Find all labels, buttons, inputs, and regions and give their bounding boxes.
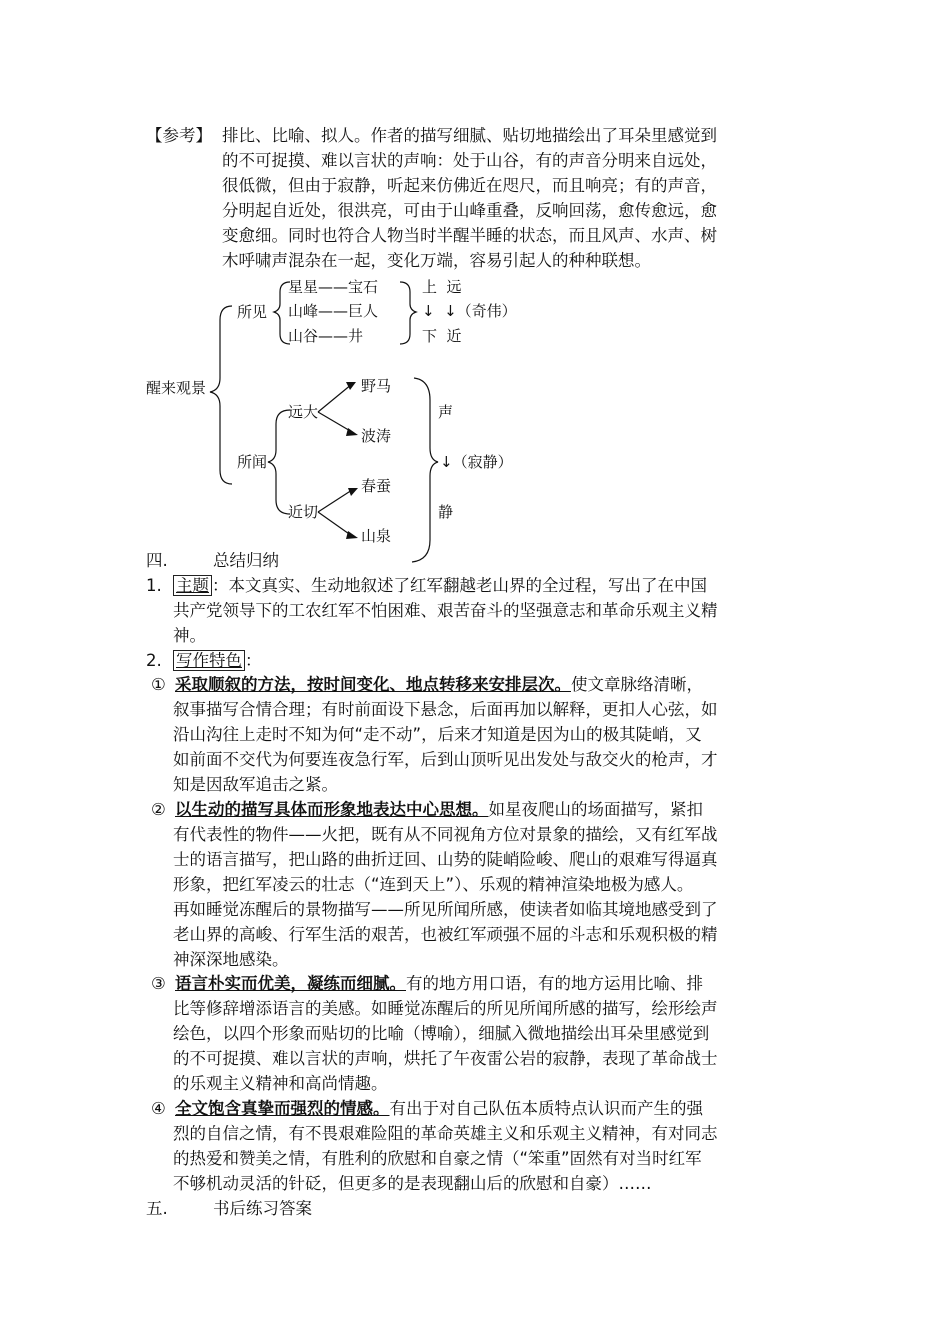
heard-label: 所闻 (237, 453, 268, 471)
point-heading: 语言朴实而优美，凝练而细腻。 (175, 974, 406, 993)
point-line: 的不可捉摸、难以言状的声响，烘托了午夜雷公岩的寂静，表现了革命战士 (173, 1049, 718, 1068)
seen-arrows: ↓ ↓（奇伟） (422, 302, 517, 320)
point-line: 比等修辞增添语言的美感。如睡觉冻醒后的所见所闻所感的描写，绘形绘声 (173, 999, 718, 1018)
point-num: ④ (151, 1099, 166, 1118)
point-line: 烈的自信之情，有不畏艰难险阻的革命英雄主义和乐观主义精神，有对同志 (173, 1124, 718, 1143)
root-brace (210, 306, 232, 484)
seen-bottom: 下 近 (422, 327, 462, 345)
seen-right-brace (400, 282, 416, 344)
reference-line: 变愈细。同时也符合人物当时半醒半睡的状态，而且风声、水声、树 (222, 226, 717, 245)
item2-num: 2. (146, 651, 162, 670)
point-text: 有出于对自己队伍本质特点认识而产生的强 (389, 1099, 703, 1118)
seen-label: 所见 (237, 303, 268, 321)
heard-bottom: 静 (438, 503, 454, 521)
heard-top: 声 (438, 403, 454, 421)
point-first-line (175, 972, 703, 996)
heard-brace (268, 410, 290, 514)
point-text: 有的地方用口语，有的地方运用比喻、排 (406, 974, 703, 993)
seen-item: 山谷——井 (288, 327, 364, 345)
point-line: 叙事描写合情合理；有时前面设下悬念，后面再加以解释，更扣人心弦，如 (173, 700, 718, 719)
diagram-root: 醒来观景 (146, 379, 207, 397)
reference-line: 的不可捉摸、难以言状的声响：处于山谷，有的声音分明来自远处， (222, 151, 717, 170)
point-heading: 全文饱含真挚而强烈的情感。 (175, 1099, 390, 1118)
far-line-down (318, 412, 352, 432)
point-line: 神深深地感染。 (173, 950, 289, 969)
heard-far: 远大 (288, 403, 319, 421)
arrowhead (346, 531, 358, 539)
point-line: 知是因敌军追击之紧。 (173, 775, 338, 794)
far-item: 野马 (361, 377, 392, 395)
item2-colon: ： (245, 651, 262, 670)
point-num: ③ (151, 974, 166, 993)
heard-right-brace (412, 378, 438, 562)
point-first-line (175, 673, 703, 697)
reference-label: 【参考】 (146, 126, 212, 145)
point-line: 如前面不交代为何要连夜急行军，后到山顶听见出发处与敌交火的枪声，才 (173, 750, 718, 769)
section5-title: 书后练习答案 (213, 1199, 312, 1218)
item1-num: 1. (146, 576, 162, 595)
point-first-line (175, 798, 703, 822)
point-line: 绘色，以四个形象而贴切的比喻（博喻），细腻入微地描绘出耳朵里感觉到 (173, 1024, 710, 1043)
point-heading: 采取顺叙的方法，按时间变化、地点转移来安排层次。 (175, 675, 571, 694)
section5-num: 五. (146, 1199, 168, 1218)
item1-line (173, 574, 707, 598)
point-first-line (175, 1097, 703, 1121)
reference-line: 排比、比喻、拟人。作者的描写细腻、贴切地描绘出了耳朵里感觉到 (222, 126, 717, 145)
heard-near: 近切 (288, 503, 319, 521)
point-line: 沿山沟往上走时不知为何“走不动”，后来才知道是因为山的极其陡峭，又 (173, 725, 702, 744)
style-label: 写作特色 (173, 650, 245, 671)
seen-item: 山峰——巨人 (288, 302, 379, 320)
item1-line: 共产党领导下的工农红军不怕困难、艰苦奋斗的坚强意志和革命乐观主义精 (173, 601, 718, 620)
heard-arrow: ↓（寂静） (440, 453, 513, 471)
reference-line: 木呼啸声混杂在一起，变化万端，容易引起人的种种联想。 (222, 251, 651, 270)
near-item: 山泉 (361, 527, 392, 545)
far-item: 波涛 (361, 427, 392, 445)
arrowhead (348, 488, 358, 496)
point-num: ① (151, 675, 166, 694)
section4-num: 四. (146, 551, 168, 570)
near-item: 春蚕 (361, 477, 392, 495)
seen-top: 上 远 (422, 278, 462, 296)
near-line-up (318, 490, 352, 512)
point-num: ② (151, 800, 166, 819)
seen-item: 星星——宝石 (288, 278, 379, 296)
near-line-down (318, 512, 352, 536)
point-line: 有代表性的物件——火把，既有从不同视角方位对景象的描绘，又有红军战 (173, 825, 718, 844)
reference-line: 很低微，但由于寂静，听起来仿佛近在咫尺，而且响亮；有的声音， (222, 176, 717, 195)
theme-label: 主题 (173, 575, 212, 596)
point-text: 如星夜爬山的场面描写，紧扣 (488, 800, 703, 819)
point-line: 形象，把红军凌云的壮志（“连到天上”）、乐观的精神渲染地极为感人。 (173, 875, 694, 894)
point-line: 的热爱和赞美之情，有胜利的欣慰和自豪之情（“笨重”固然有对当时红军 (173, 1149, 702, 1168)
point-line: 再如睡觉冻醒后的景物描写——所见所闻所感，使读者如临其境地感受到了 (173, 900, 718, 919)
item2-line (173, 649, 262, 673)
point-line: 老山界的高峻、行军生活的艰苦，也被红军顽强不屈的斗志和乐观积极的精 (173, 925, 718, 944)
reference-line: 分明起自近处，很洪亮，可由于山峰重叠，反响回荡，愈传愈远，愈 (222, 201, 717, 220)
point-line: 不够机动灵活的针砭，但更多的是表现翻山后的欣慰和自豪）…… (173, 1174, 652, 1193)
section4-title: 总结归纳 (213, 551, 279, 570)
point-text: 使文章脉络清晰， (571, 675, 703, 694)
point-line: 的乐观主义精神和高尚情趣。 (173, 1074, 388, 1093)
point-line: 士的语言描写，把山路的曲折迂回、山势的陡峭险峻、爬山的艰难写得逼真 (173, 850, 718, 869)
item1-line: 神。 (173, 626, 206, 645)
arrowhead (346, 382, 356, 390)
item1-text: ：本文真实、生动地叙述了红军翻越老山界的全过程，写出了在中国 (212, 576, 707, 595)
far-line-up (318, 384, 352, 412)
arrowhead (346, 428, 358, 436)
point-heading: 以生动的描写具体而形象地表达中心思想。 (175, 800, 489, 819)
